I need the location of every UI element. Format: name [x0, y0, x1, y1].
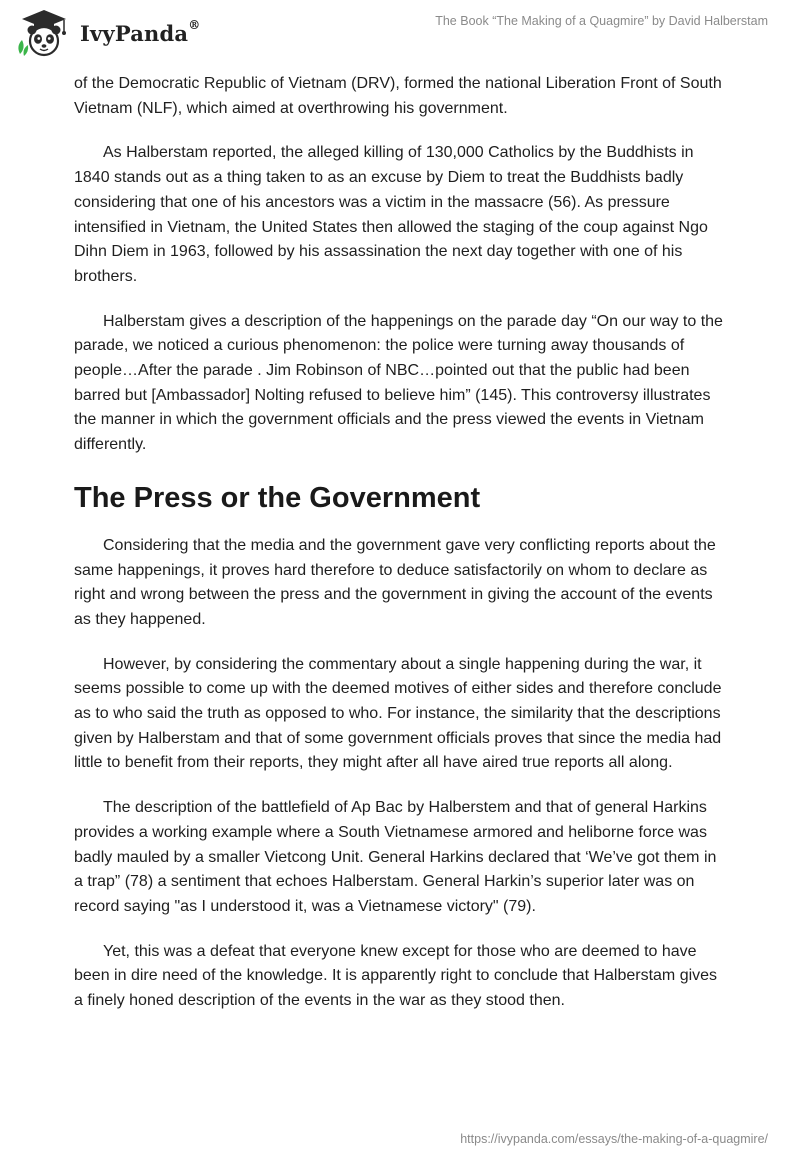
paragraph-continued: of the Democratic Republic of Vietnam (DRV), formed the national Liberation Front of South Vietnam (NLF), which aimed at overthrowing his government.: [74, 75, 722, 117]
essay-body: [74, 72, 726, 1034]
running-title: The Book “The Making of a Quagmire” by David Halberstam: [435, 14, 768, 28]
registered-mark: ®: [188, 18, 201, 32]
paragraph: Considering that the media and the government gave very conflicting reports about the same happenings, it proves hard therefore to deduce satisfactorily on whom to declare as right and wrong between the press and the government in giving the account of the events as they happened.: [74, 536, 716, 628]
page-header: [0, 0, 800, 70]
paragraph: However, by considering the commentary about a single happening during the war, it seems possible to come up with the deemed motives of either sides and therefore conclude as to who said the truth as opposed to who. For instance, the similarity that the descriptions given by Halberstam and that of some government officials proves that since the media had little to benefit from their reports, they might after all have aired true reports all along.: [74, 655, 722, 772]
source-url[interactable]: https://ivypanda.com/essays/the-making-of-a-quagmire/: [460, 1132, 768, 1146]
brand-name: IvyPanda®: [80, 18, 201, 46]
section-heading: The Press or the Government: [74, 481, 481, 514]
paragraph: Halberstam gives a description of the happenings on the parade day “On our way to the parade, we noticed a curious phenomenon: the police were turning away thousands of people…After the parade . Jim Robinson of NBC…pointed out that the public had been barred but [Ambassador] Nolting refused to believe him” (145). This controversy illustrates the manner in which the government officials and the press viewed the events in Vietnam differently.: [74, 312, 723, 454]
paragraph: As Halberstam reported, the alleged killing of 130,000 Catholics by the Buddhists in 1840 stands out as a thing taken to as an excuse by Diem to treat the Buddhists badly considering that one of his ancestors was a victim in the massacre (56). As pressure intensified in Vietnam, the United States then allowed the staging of the coup against Ngo Dihn Diem in 1963, followed by his assassination the next day together with one of his brothers.: [74, 144, 708, 285]
paragraph: The description of the battlefield of Ap Bac by Halberstem and that of general Harkins provides a working example where a South Vietnamese armored and heliborne force was badly mauled by a smaller Vietcong Unit. General Harkins declared that ‘We’ve got them in a trap” (78) a sentiment that echoes Halberstam. General Harkin’s superior later was on record saying "as I understood it, was a Vietnamese victory" (79).: [74, 799, 717, 915]
panda-graduate-icon: [14, 8, 74, 58]
ivypanda-logo[interactable]: [14, 8, 234, 58]
paragraph: Yet, this was a defeat that everyone knew except for those who are deemed to have been in dire need of the knowledge. It is apparently right to conclude that Halberstam gives a finely honed description of the events in the war as they stood then.: [74, 942, 718, 1010]
